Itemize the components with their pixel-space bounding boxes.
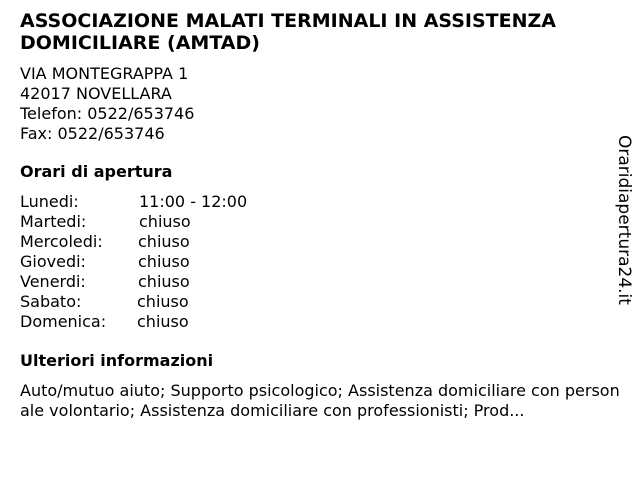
opening-hours-table bbox=[20, 192, 620, 332]
hours-value: chiuso bbox=[138, 232, 190, 251]
hours-heading: Orari di apertura bbox=[20, 162, 173, 181]
hours-row-tuesday bbox=[20, 212, 620, 232]
hours-row-wednesday bbox=[20, 232, 620, 252]
phone-number: Telefon: 0522/653746 bbox=[20, 104, 195, 123]
day-label: Domenica: bbox=[20, 312, 107, 331]
fax-number: Fax: 0522/653746 bbox=[20, 124, 165, 143]
main-content bbox=[20, 10, 620, 421]
hours-value: chiuso bbox=[137, 292, 189, 311]
hours-row-thursday bbox=[20, 252, 620, 272]
hours-value: 11:00 - 12:00 bbox=[139, 192, 248, 211]
hours-value: chiuso bbox=[138, 252, 190, 271]
hours-value: chiuso bbox=[139, 212, 191, 231]
hours-row-monday bbox=[20, 192, 620, 212]
info-text: Auto/mutuo aiuto; Supporto psicologico; Assistenza domiciliare con personale volontario; Assistenza domiciliare con professionisti; Prod... bbox=[20, 381, 620, 420]
info-heading: Ulteriori informazioni bbox=[20, 351, 214, 370]
hours-row-sunday bbox=[20, 312, 620, 332]
day-label: Lunedi: bbox=[20, 192, 79, 211]
day-label: Giovedi: bbox=[20, 252, 86, 271]
address-street: VIA MONTEGRAPPA 1 bbox=[20, 64, 189, 83]
hours-value: chiuso bbox=[138, 272, 190, 291]
address-city: 42017 NOVELLARA bbox=[20, 84, 172, 103]
hours-row-friday bbox=[20, 272, 620, 292]
hours-value: chiuso bbox=[137, 312, 189, 331]
day-label: Martedi: bbox=[20, 212, 87, 231]
hours-row-saturday bbox=[20, 292, 620, 312]
day-label: Sabato: bbox=[20, 292, 82, 311]
address-block bbox=[20, 64, 620, 144]
site-watermark: Oraridiapertura24.it bbox=[614, 135, 634, 305]
page-title: ASSOCIAZIONE MALATI TERMINALI IN ASSISTENZA DOMICILIARE (AMTAD) bbox=[20, 10, 556, 54]
day-label: Mercoledi: bbox=[20, 232, 103, 251]
day-label: Venerdi: bbox=[20, 272, 86, 291]
